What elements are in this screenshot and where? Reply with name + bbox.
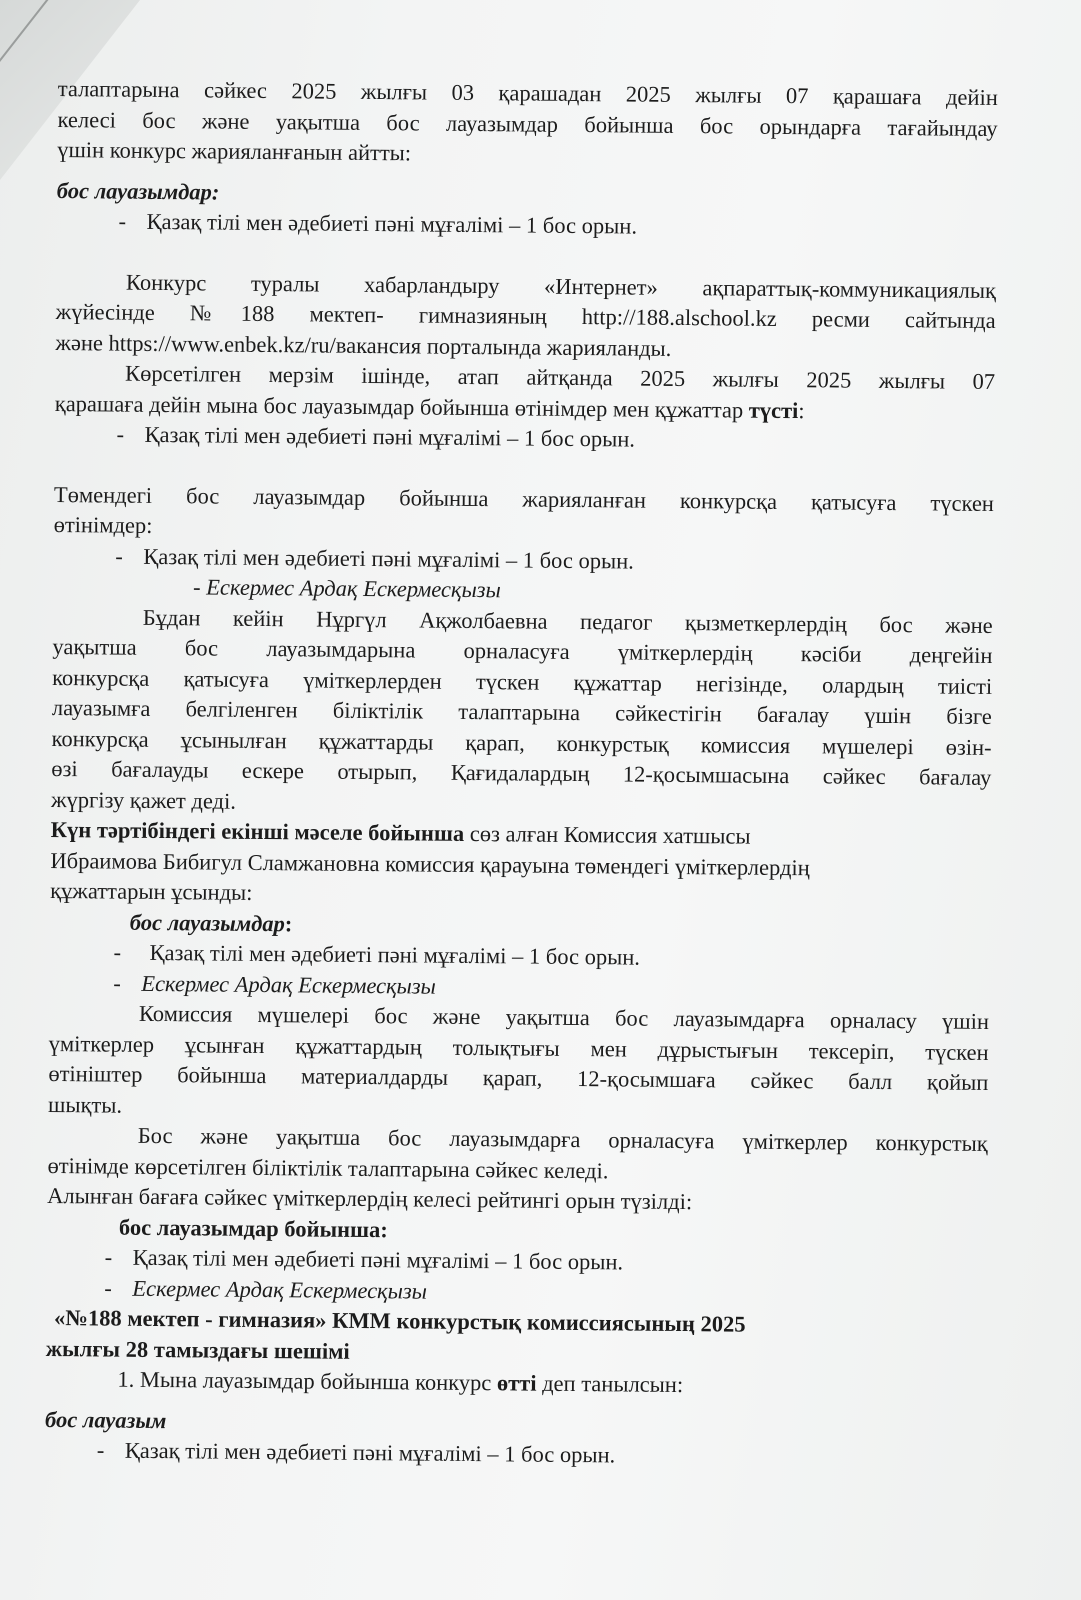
- text-line: конкурсқа қатысуға үміткерлерден түскен құжаттар негізінде, олардың тиісті: [52, 664, 993, 699]
- position-text: Қазақ тілі мен әдебиеті пәні мұғалімі – 1 бос орын.: [143, 543, 634, 574]
- text-line: құжаттарын ұсынды:: [50, 877, 253, 905]
- list-dash: -: [104, 1244, 113, 1270]
- text-line: жүйесінде №188 мектеп- гимназияның http://188.alschool.kz ресми сайтында: [55, 298, 996, 334]
- text-line: Конкурс туралы хабарландыру «Интернет» ақпараттық-коммуникациялық: [125, 269, 997, 303]
- text-line: өзі бағалауды ескере отырып, Қағидалардың 12-қосымшасына сәйкес бағалау: [51, 755, 992, 790]
- list-dash: -: [116, 421, 125, 447]
- list-dash: -: [113, 970, 121, 996]
- text-line: шықты.: [47, 1091, 123, 1118]
- document-body: [45, 74, 998, 1474]
- candidate-name: Ескермес Ардақ Ескермесқызы: [132, 1275, 428, 1304]
- text-line: талаптарына сәйкес 2025 жылғы 03 қарашадан 2025 жылғы 07 қарашаға дейін: [57, 75, 998, 111]
- list-dash: -: [115, 543, 123, 569]
- text-line: жүргізу қажет деді.: [50, 786, 237, 814]
- list-dash: -: [96, 1437, 105, 1463]
- text-line: өтінімде көрсетілген біліктілік талаптарына сәйкес келеді.: [47, 1152, 609, 1183]
- position-text: Қазақ тілі мен әдебиеті пәні мұғалімі – 1 бос орын.: [146, 208, 638, 239]
- text-line: қарашаға дейін мына бос лауазымдар бойынша өтінімдер мен құжаттар түсті:: [54, 390, 805, 423]
- candidate-name: Ескермес Ардақ Ескермесқызы: [141, 970, 436, 999]
- text-line: лауазымға белгіленген біліктілік талаптарына сәйкестігін бағалау үшін бізге: [51, 694, 992, 729]
- text-line: үміткерлер ұсынған құжаттардың толықтығы мен дұрыстығын тексеріп, түскен: [48, 1030, 989, 1065]
- text-line: Төмендегі бос лауазымдар бойынша жарияланған конкурсқа қатысуға түскен: [53, 481, 995, 516]
- candidate-name: - Ескермес Ардақ Ескермесқызы: [192, 574, 501, 603]
- text-line: Комиссия мүшелері бос және уақытша бос лауазымдарға орналасу үшін: [138, 1000, 990, 1034]
- text-line: келесі бос және уақытша бос лауазымдар бойынша бос орындарға тағайындау: [57, 106, 998, 141]
- text-line: Күн тәртібіндегі екінші мәселе бойынша сөз алған Комиссия хатшысы: [50, 816, 751, 849]
- text-line: үшін конкурс жарияланғанын айтты:: [57, 136, 412, 166]
- text-line: Бос және уақытша бос лауазымдарға орналасуға үміткерлер конкурстық: [137, 1122, 988, 1156]
- list-dash: -: [113, 939, 122, 965]
- position-text: Қазақ тілі мен әдебиеті пәні мұғалімі – 1 бос орын.: [149, 939, 641, 970]
- section-heading-vacancy: бос лауазым: [44, 1406, 167, 1433]
- text-line: өтініштер бойынша материалдарды қарап, 12-қосымшаға сәйкес балл қойып: [48, 1060, 989, 1095]
- section-heading-vacancies: бос лауазымдар:: [129, 909, 293, 936]
- text-line: Бұдан кейін Нұргүл Ақжолбаевна педагог қызметкерлердің бос және: [142, 604, 993, 638]
- agenda-item-label: Күн тәртібіндегі екінші мәселе бойынша: [50, 816, 465, 846]
- decision-title: «№188 мектеп - гимназия» КММ конкурстық комиссиясының 2025: [53, 1305, 746, 1337]
- section-heading-vacancies: бос лауазымдар:: [56, 177, 220, 205]
- decision-title: жылғы 28 тамыздағы шешімі: [45, 1335, 350, 1364]
- text-line: өтінімдер:: [53, 511, 153, 538]
- text-line: Көрсетілген мерзім ішінде, атап айтқанда 2025 жылғы 2025 жылғы 07: [125, 360, 996, 395]
- decision-item: 1. Мына лауазымдар бойынша конкурс өтті деп танылсын:: [117, 1366, 684, 1398]
- position-text: Қазақ тілі мен әдебиеті пәні мұғалімі – 1 бос орын.: [144, 421, 636, 452]
- text-line: уақытша бос лауазымдарына орналасуға үміткерлердің кәсіби деңгейін: [52, 633, 993, 668]
- text-line: Ибраимова Бибигул Сламжановна комиссия қарауына төмендегі үміткерлердің: [50, 847, 810, 880]
- text-line: және https://www.enbek.kz/ru/вакансия порталында жарияланды.: [55, 329, 672, 361]
- position-text: Қазақ тілі мен әдебиеті пәні мұғалімі – 1 бос орын.: [124, 1437, 616, 1468]
- position-text: Қазақ тілі мен әдебиеті пәні мұғалімі – 1 бос орын.: [132, 1244, 624, 1275]
- list-dash: -: [104, 1275, 112, 1301]
- list-dash: -: [118, 208, 127, 234]
- section-heading-vacancies: бос лауазымдар бойынша:: [118, 1214, 388, 1242]
- text-line: конкурсқа ұсынылған құжаттарды қарап, конкурстық комиссия мүшелері өзін-: [51, 725, 992, 760]
- text-line: Алынған бағаға сәйкес үміткерлердің келесі рейтингі орын түзілді:: [47, 1182, 693, 1215]
